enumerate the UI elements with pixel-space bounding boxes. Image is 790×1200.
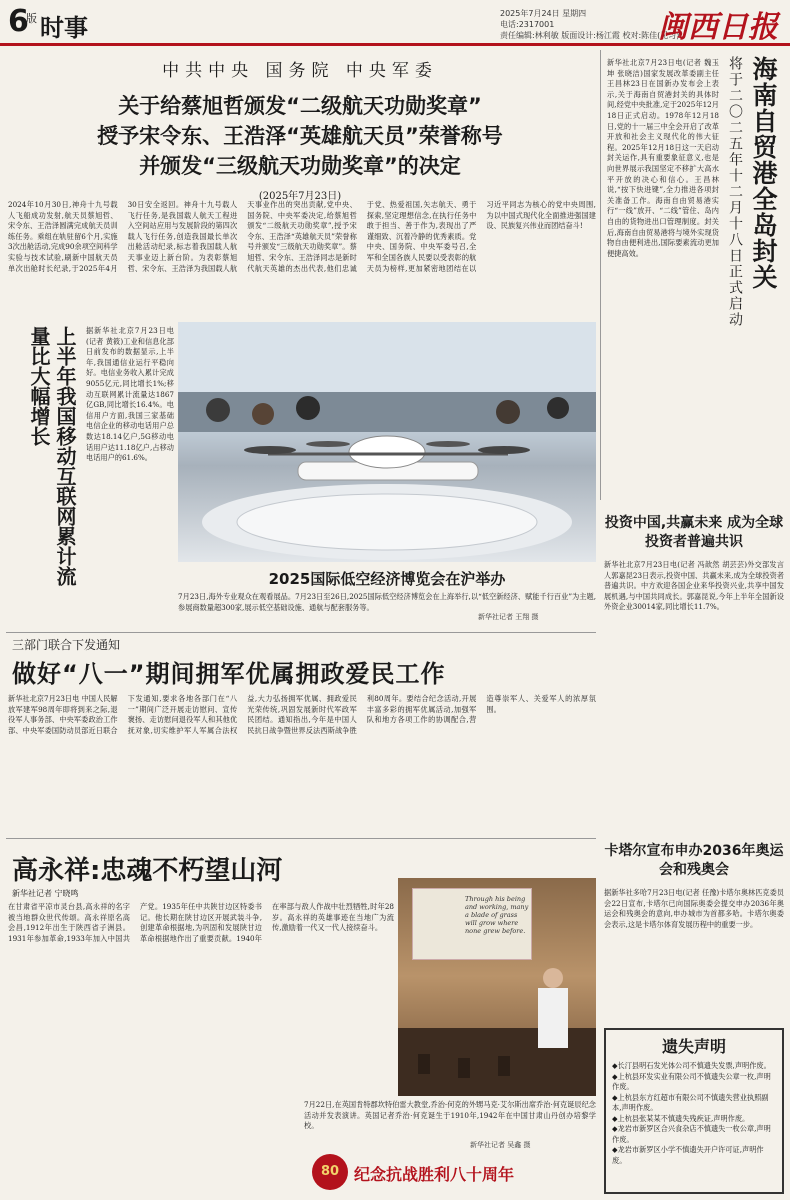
canterbury-credit: 新华社记者 吴鑫 摄 [470, 1141, 531, 1149]
mobile-net-body: 据新华社北京7月23日电(记者 黄筱)工业和信息化部日前发布的数据显示,上半年,我国通信业运行平稳向好。电信业务收入累计完成9055亿元,同比增长1%;移动互联网累计流量达1867亿GB,同比增长16.4%。电信用户方面,我国三家基础电信企业的移动电话用户总数达18.14亿户,5G移动电话用户达11.18亿户,占移动电话用户的61.6%。 [86, 326, 174, 463]
masthead-info [500, 8, 679, 41]
notice-title: 遗失声明 [661, 1037, 726, 1056]
section-name: 时事 [40, 14, 88, 42]
notice-item: ◆上杭县环发实业有限公司不慎遗失公章一枚,声明作废。 [612, 1071, 771, 1091]
canterbury-photo-scene [398, 878, 596, 1096]
canterbury-caption: 7月22日,在英国肯特郡坎特伯雷大教堂,乔治·何克的外甥马克·艾尔斯出席乔治·何克诞辰纪念活动并发表演讲。英国记者乔治·何克诞生于1910年,1942年在中国甘肃山丹创办培黎学校。 [304, 1100, 596, 1131]
bayi-kicker: 三部门联合下发通知 [12, 638, 121, 652]
qatar-title: 卡塔尔宣布申办2036年奥运会和残奥会 [604, 843, 784, 878]
gaoke-title: 高永祥:忠魂不朽望山河 [12, 856, 283, 886]
notice-item: ◆龙岩市新罗区合兴食杂店不慎遗失一枚公章,声明作废。 [612, 1124, 771, 1144]
main-headline-line-3: 并颁发“三级航天功勋奖章”的决定 [139, 154, 461, 178]
mobile-net-story [6, 326, 82, 586]
qatar-body: 据新华社多哈7月23日电(记者 任豫)卡塔尔奥林匹克委员会22日宣布,卡塔尔已向国际奥委会提交申办2036年奥运会和残奥会的意向,申办城市为首都多哈。卡塔尔奥委会表示,这是卡塔尔体育发展历程中的重要一步。 [604, 888, 784, 929]
issue-date: 2025年7月24日 星期四 [500, 9, 587, 18]
anniversary-badge: 80 [312, 1154, 348, 1190]
masthead [0, 0, 790, 46]
investment-title: 投资中国,共赢未来 成为全球投资者普遍共识 [604, 515, 784, 550]
mobile-net-title: 上半年我国移动互联网累计流量比大幅增长 [27, 326, 77, 586]
expo-credit: 新华社记者 王翔 摄 [478, 613, 539, 621]
notice-item: ◆上杭县张某某不慎遗失残疾证,声明作废。 [612, 1113, 750, 1123]
bayi-title: 做好“八一”期间拥军优属拥政爱民工作 [12, 660, 446, 688]
main-headline-line-1: 关于给蔡旭哲颁发“二级航天功勋奖章” [118, 94, 482, 118]
divider [6, 632, 596, 633]
hainan-body: 新华社北京7月23日电(记者 魏玉坤 张晓洁)国家发展改革委副主任王昌林23日在国新办发布会上表示,关于海南自贸港封关的具体时间,经党中央批准,定于2025年12月18日正式启动。1978年12月18日,党的十一届三中全会开启了改革开放和社会主义现代化的伟大征程。2025年12月18日这一天启动封关运作,具有重要象征意义,也是向世界展示我国坚定不移扩大高水平开放的决心和信心。王昌林说,“按下快进键”,全力推进各项封关准备工作。海南自由贸易港实行“一线”放开、“二线”管住、岛内自由的货物进出口管理制度。封关后,海南自由贸易港将与境外实现货物自由便利进出,国际要素流动更加便捷高效。 [607, 58, 719, 258]
main-story-body: 2024年10月30日,神舟十九号载人飞船成功发射,航天员蔡旭哲、宋令东、王浩泽圆满完成航天员训练任务。乘组在轨驻留6个月,实施3次出舱活动,完成90余项空间科学实验与技术试验,刷新中国航天员单次出舱时长纪录,于2025年4月30日安全返回。神舟十九号载人飞行任务,是我国载人航天工程进入空间站应用与发展阶段的第四次载人飞行任务,创造我国最长单次出舱活动纪录,标志着我国载人航天事业迈上新台阶。为表彰蔡旭哲、宋令东、王浩泽为我国载人航天事业作出的突出贡献,党中央、国务院、中央军委决定,给蔡旭哲颁发“二级航天功勋奖章”,授予宋令东、王浩泽“英雄航天员”荣誉称号并颁发“三级航天功勋奖章”。蔡旭哲、宋令东、王浩泽同志是新时代航天英雄的杰出代表,他们忠诚于党、热爱祖国,矢志航天、勇于探索,坚定理想信念,在执行任务中敢于担当、善于作为,表现出了严谨细致、沉着冷静的优秀素质。党中央、国务院、中央军委号召,全军和全国各族人民要以受表彰的航天员为榜样,更加紧密地团结在以习近平同志为核心的党中央周围,为以中国式现代化全面推进强国建设、民族复兴伟业而团结奋斗! [8, 200, 596, 273]
canterbury-photo [398, 878, 596, 1096]
expo-caption-body: 7月23日,海外专业观众在观看展品。7月23日至26日,2025国际低空经济博览会在上海举行,以“低空新经济、赋能千行百业”为主题,参展商数量超300家,展示低空基础设施、通航与配套服务等。 [178, 592, 596, 612]
notice-item: ◆龙岩市新罗区小学不慎遗失开户许可证,声明作废。 [612, 1145, 764, 1165]
expo-photo-scene [178, 322, 596, 562]
hainan-subtitle: 将于二〇二五年十二月十八日正式启动 [727, 56, 743, 328]
main-kicker: 中共中央 国务院 中央军委 [162, 61, 438, 81]
editors-line: 责任编辑:林利敏 版面设计:杨江霞 校对:陈佳(见习) [500, 31, 680, 40]
investment-body: 新华社北京7月23日电(记者 冯歆然 胡芸芸)外交部发言人郭嘉昆23日表示,投资中国、共赢未来,成为全球投资者普遍共识。中方欢迎各国企业来华投资兴业,共享中国发展机遇,与中国共同成长。郭嘉昆说,今年上半年全国新设外资企业30014家,同比增长11.7%。 [604, 560, 784, 612]
main-dateline: (2025年7月23日) [258, 191, 342, 202]
hainan-story [600, 50, 785, 500]
divider [6, 838, 596, 839]
gaoke-source: 新华社记者 宁晓鸣 [12, 889, 79, 898]
notice-list [612, 1061, 776, 1166]
slide-text: Through his being and working, many a blade of grass will grow where none grew before. [465, 895, 529, 935]
anniversary-banner [304, 1152, 596, 1192]
notice-item: ◆上杭县东方红超市有限公司不慎遗失营业执照副本,声明作废。 [612, 1092, 769, 1112]
phone-line: 电话:2317001 [500, 20, 555, 29]
expo-caption-title: 2025国际低空经济博览会在沪举办 [268, 570, 506, 588]
page-number: 6 [8, 4, 29, 39]
page-suffix: 版 [26, 12, 37, 25]
anniversary-text: 纪念抗战胜利八十周年 [354, 1165, 515, 1184]
gaoke-body: 在甘肃省平凉市灵台县,高永祥的名字被当地群众世代传颂。高永祥原名高会昌,1912年出生于陕西省子洲县。1931年参加革命,1933年加入中国共产党。1935年任中共陕甘边区特委书记。他长期在陕甘边区开展武装斗争,创建革命根据地,为巩固和发展陕甘边革命根据地作出了重要贡献。1940年在率部与敌人作战中壮烈牺牲,时年28岁。高永祥的英雄事迹在当地广为流传,激励着一代又一代人接续奋斗。 [8, 902, 394, 943]
notice-item: ◆长汀县明石发光体公司不慎遗失发票,声明作废。 [612, 1061, 771, 1070]
main-headline-block [30, 56, 570, 202]
lost-notice-box [604, 1028, 784, 1194]
expo-photo [178, 322, 596, 562]
main-headline-line-2: 授予宋令东、王浩泽“英雄航天员”荣誉称号 [97, 124, 503, 148]
bayi-body: 新华社北京7月23日电 中国人民解放军建军98周年即将到来之际,退役军人事务部、中央军委政治工作部、中央军委国防动员部近日联合下发通知,要求各地各部门在“八一”期间广泛开展走访慰问、宣传褒扬、走访慰问退役军人和其他优抚对象,切实维护军人军属合法权益,大力弘扬拥军优属、拥政爱民光荣传统,巩固发展新时代军政军民团结。通知指出,今年是中国人民抗日战争暨世界反法西斯战争胜利80周年。要结合纪念活动,开展丰富多彩的拥军优属活动,加强军队和地方各项工作的协调配合,营造尊崇军人、关爱军人的浓厚氛围。 [8, 694, 596, 735]
paper-logo: 闽西日报 [658, 10, 778, 45]
hainan-title: 海南自贸港全岛封关 [749, 56, 778, 290]
